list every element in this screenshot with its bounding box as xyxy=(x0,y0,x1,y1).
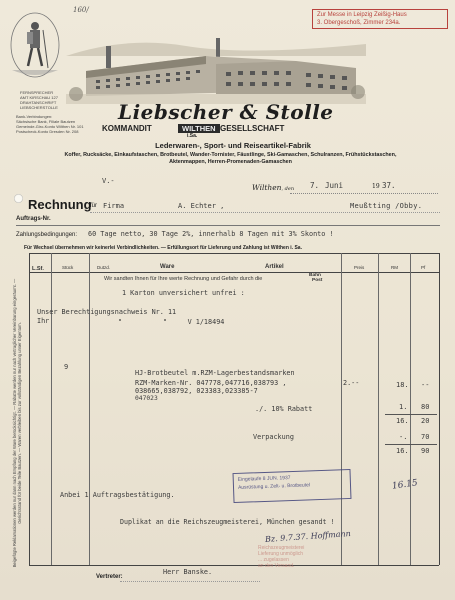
invoice-fuer: für xyxy=(90,203,98,209)
col-header-rm: RM xyxy=(391,265,398,270)
line-quantity: 9 xyxy=(64,363,69,371)
handwritten-amount: 16.15 xyxy=(391,478,419,492)
col-header-pf: Pf xyxy=(421,265,426,270)
bank-line-3: Postscheck-Konto Dresden Nr. 208 xyxy=(16,129,79,134)
telegram-address: LIEBSCHERSTOLLE xyxy=(20,105,58,110)
bank-line-1: Sächsische Bank, Filiale Bautzen xyxy=(16,119,76,124)
line-reference: " " V 1/18494 xyxy=(118,318,225,326)
amount-3-rm: 16. xyxy=(396,417,409,425)
company-place: WILTHEN xyxy=(178,124,220,133)
red-stamp-line-2: Lieferung unmöglich xyxy=(258,551,304,557)
invoice-firma-label: Firma xyxy=(103,202,125,210)
date-day: 7. xyxy=(310,181,320,190)
shipping-bahn: Bahn xyxy=(309,273,321,278)
shipping-method xyxy=(309,273,322,283)
contact-block xyxy=(20,90,80,110)
unit-price: 2.-- xyxy=(343,379,360,387)
punch-hole xyxy=(14,194,23,203)
company-type-left: KOMMANDIT xyxy=(102,124,152,133)
col-header-ware: Ware xyxy=(160,264,175,270)
col-header-artikel: Artikel xyxy=(265,264,284,270)
representative-label: Vertreter: xyxy=(96,574,123,580)
col-header-stueck: Stück xyxy=(62,265,74,270)
bill-of-exchange-note: Für Wechsel übernehmen wir keinerlei Verbindlichkeiten. — Erfüllungsort für Lieferung und Zahlung ist Wilthen i. Sa. xyxy=(24,245,302,251)
line-duplicate: Duplikat an die Reichszeugmeisterei, München gesandt ! xyxy=(120,518,335,526)
trade-fair-notice xyxy=(312,9,448,29)
shipping-post: Post xyxy=(312,278,323,283)
bank-line-2: Gemeinde-Giro-Konto Wilthen Nr. 101 xyxy=(16,124,84,129)
telegram-label: DRAHTANSCHRIFT xyxy=(20,100,57,105)
company-region: i.Sa. xyxy=(187,133,198,139)
line-order-confirmation: Anbei 1 Auftragsbestätigung. xyxy=(60,491,175,499)
order-number-label: Auftrags-Nr. xyxy=(16,216,51,222)
line-marks-2: 038665,038792, 023383,023385-7 xyxy=(135,387,258,395)
product-list xyxy=(18,152,443,166)
phone-number: AMT KIRSCHAU 127 xyxy=(20,95,58,100)
shipping-note: Wir sandten Ihnen für Ihre werte Rechnung und Gefahr durch die xyxy=(104,276,263,282)
stamp-line-1: Eingelaufe 8 JUN. 1937 xyxy=(237,475,291,483)
amount-4-pf: 70 xyxy=(421,433,430,441)
line-ihr: Ihr xyxy=(37,317,50,325)
line-authorization: Unser Berechtigungsnachweis Nr. 11 xyxy=(37,308,177,316)
line-discount: ./. 10% Rabatt xyxy=(255,405,313,413)
letter-code: V.- xyxy=(102,177,115,185)
stamp-line-2: Ausrüstung u. Zelt- u. Brotbeutel xyxy=(237,482,311,491)
side-legal-note: Beigefügte Reklamationen werden nur dann nach Empfang der Ware berücksichtigt. — Rabatte werden nur nach vertraglicher Vereinbarung eingeräumt. — Gerichtsstand für beide Teile Bautzen. — Waren verbleiben bis zur vollständigen Bezahlung unser Eigentum. xyxy=(12,278,22,568)
date-month: Juni xyxy=(325,181,344,190)
col-header-lsf: L.Sf. xyxy=(32,266,44,272)
fair-notice-line1: Zur Messe in Leipzig Zeißig-Haus xyxy=(317,12,407,18)
fair-notice-line2: 3. Obergeschoß, Zimmer 234a. xyxy=(317,20,401,26)
red-stamp-line-1: Reichszeugmeisterei xyxy=(258,545,305,551)
date-line xyxy=(252,183,432,192)
line-marks-1: RZM-Marken-Nr. 047778,047716,038793 , xyxy=(135,379,287,387)
handwritten-signature: Bz. 9.7.37. Hoffmann xyxy=(264,529,352,544)
amount-4-rm: -. xyxy=(399,433,408,441)
line-carton: 1 Karton unversichert unfrei : xyxy=(122,289,245,297)
amount-3-pf: 20 xyxy=(421,417,430,425)
date-prefix: , den xyxy=(281,186,295,192)
invoice-city: Meußtting /Obby. xyxy=(350,202,423,210)
received-stamp xyxy=(233,469,352,503)
product-line-2: Aktenmappen, Herren-Promenaden-Gamaschen xyxy=(169,159,292,165)
factory-illustration-icon xyxy=(66,16,366,108)
amount-2-pf: 80 xyxy=(421,403,430,411)
amount-1-pf: -- xyxy=(421,381,430,389)
line-packaging: Verpackung xyxy=(253,433,294,441)
amount-5-rm: 16. xyxy=(396,447,409,455)
payment-terms: 60 Tage netto, 30 Tage 2%, innerhalb 8 Tagen mit 3% Skonto ! xyxy=(88,230,334,238)
phone-label: FERNSPRECHER xyxy=(20,90,54,95)
invoice-firma: A. Echter , xyxy=(178,202,225,210)
line-product: HJ-Brotbeutel m.RZM-Lagerbestandsmarken xyxy=(135,369,295,377)
col-header-preis: Preis xyxy=(354,265,365,270)
reference-mark: 160/ xyxy=(73,6,89,14)
company-type-right: GESELLSCHAFT xyxy=(220,124,285,133)
company-name: Liebscher & Stolle xyxy=(118,100,334,124)
company-tagline: Lederwaren-, Sport- und Reiseartikel-Fabrik xyxy=(155,141,311,150)
bank-heading: Bank-Verbindungen: xyxy=(16,114,53,119)
amount-1-rm: 18. xyxy=(396,381,409,389)
date-year-prefix: 19 xyxy=(372,183,380,190)
amount-2-rm: 1. xyxy=(399,403,408,411)
hiker-logo-icon xyxy=(8,10,62,80)
representative-name: Herr Banske. xyxy=(163,568,213,576)
date-place: Wilthen xyxy=(252,183,282,192)
product-line-1: Koffer, Rucksäcke, Einkaufstaschen, Brotbeutel, Wander-Tornister, Fäustlinge, Ski-Gamaschen, Schulranzen, Frühstückstaschen, xyxy=(64,152,397,158)
line-marks-3: 047023 xyxy=(135,395,158,402)
faint-red-stamp xyxy=(258,545,378,569)
red-stamp-line-3: ... zugelassen xyxy=(258,557,289,563)
invoice-title: Rechnung xyxy=(28,197,92,212)
payment-terms-label: Zahlungsbedingungen: xyxy=(16,232,78,238)
bank-block xyxy=(16,114,86,134)
col-header-dutzd: Dutzd. xyxy=(97,265,111,270)
date-year: 37. xyxy=(382,181,396,190)
red-stamp-line-4: an den Versand. xyxy=(258,563,295,569)
amount-5-pf: 90 xyxy=(421,447,430,455)
